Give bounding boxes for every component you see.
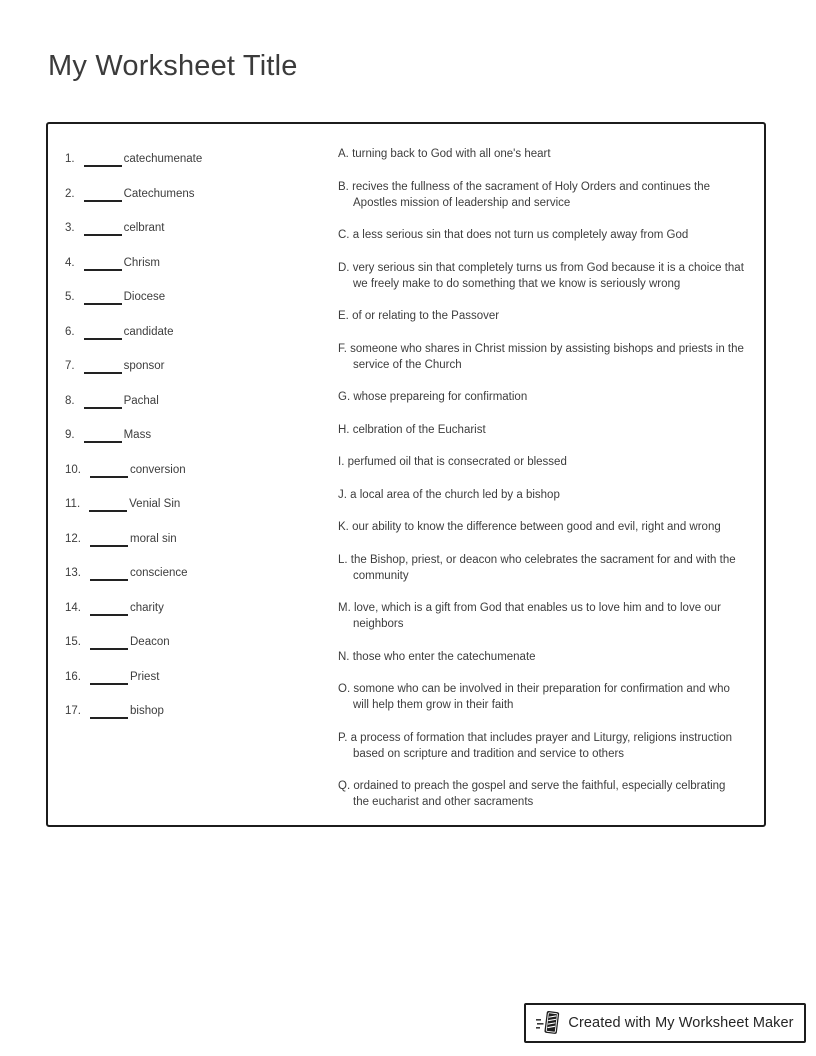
term-row xyxy=(65,425,338,445)
term-row xyxy=(65,253,338,273)
term-label: Chrism xyxy=(123,256,161,269)
answer-blank[interactable] xyxy=(84,224,122,236)
answer-blank[interactable] xyxy=(90,707,128,719)
definition-row xyxy=(338,552,744,584)
definition-row xyxy=(338,341,744,373)
definition-text: very serious sin that completely turns us from God because it is a choice that we freely make to do something that we know is seriously wrong xyxy=(352,261,744,290)
answer-blank[interactable] xyxy=(84,190,122,202)
term-row xyxy=(65,218,338,238)
definition-row xyxy=(338,260,744,292)
term-number: 9. xyxy=(65,429,75,441)
definition-text: love, which is a gift from God that enables us to love him and to love our neighbors xyxy=(353,602,721,630)
definition-text: recives the fullness of the sacrament of Holy Orders and continues the Apostles mission of leadership and service xyxy=(352,180,711,209)
term-row xyxy=(65,322,338,342)
term-number: 16. xyxy=(65,670,81,683)
term-number: 11. xyxy=(65,498,81,510)
answer-blank[interactable] xyxy=(84,362,122,374)
worksheet-box xyxy=(46,122,766,827)
term-label: celbrant xyxy=(123,222,165,234)
term-number: 5. xyxy=(65,291,75,303)
definition-letter: A. xyxy=(338,148,349,160)
term-row xyxy=(65,184,338,204)
definition-letter: F. xyxy=(338,342,347,355)
definition-text: celbration of the Eucharist xyxy=(352,423,486,436)
definition-row xyxy=(338,454,744,470)
answer-blank[interactable] xyxy=(90,535,128,547)
definition-letter: Q. xyxy=(338,780,351,792)
definition-text: perfumed oil that is consecrated or blessed xyxy=(347,456,567,468)
term-row xyxy=(65,701,338,721)
answer-blank[interactable] xyxy=(84,397,122,409)
term-label: conscience xyxy=(130,567,188,579)
definition-text: turning back to God with all one's heart xyxy=(352,148,551,160)
definition-row xyxy=(338,600,744,632)
term-number: 2. xyxy=(65,187,75,200)
definition-letter: O. xyxy=(338,683,351,695)
term-row xyxy=(65,460,338,480)
term-number: 1. xyxy=(65,153,75,165)
definition-text: somone who can be involved in their preparation for confirmation and who will help them grow in their faith xyxy=(353,683,730,711)
worksheet-maker-logo-icon xyxy=(536,1010,560,1036)
term-row xyxy=(65,149,338,169)
answer-blank[interactable] xyxy=(90,466,128,478)
answer-blank[interactable] xyxy=(90,638,128,650)
term-number: 12. xyxy=(65,532,81,545)
term-row xyxy=(65,563,338,583)
definition-letter: H. xyxy=(338,423,350,436)
term-label: Venial Sin xyxy=(129,498,181,510)
term-label: candidate xyxy=(123,325,174,338)
answer-blank[interactable] xyxy=(84,259,122,271)
definition-letter: J. xyxy=(338,488,347,501)
term-row xyxy=(65,356,338,376)
term-label: charity xyxy=(130,601,164,614)
definition-letter: B. xyxy=(338,180,349,193)
term-row xyxy=(65,391,338,411)
page-title: My Worksheet Title xyxy=(48,50,298,82)
definition-letter: L. xyxy=(338,553,348,566)
definition-row xyxy=(338,422,744,438)
answer-blank[interactable] xyxy=(90,604,128,616)
definition-row xyxy=(338,487,744,503)
definition-letter: D. xyxy=(338,261,350,274)
term-label: catechumenate xyxy=(123,153,203,165)
answer-blank[interactable] xyxy=(89,500,127,512)
answer-blank[interactable] xyxy=(84,293,122,305)
footer-badge[interactable] xyxy=(524,1003,806,1043)
term-label: Diocese xyxy=(123,291,166,303)
definition-text: our ability to know the difference between good and evil, right and wrong xyxy=(352,521,721,533)
answer-blank[interactable] xyxy=(90,569,128,581)
term-row xyxy=(65,494,338,514)
term-number: 3. xyxy=(65,222,75,234)
definition-text: a local area of the church led by a bishop xyxy=(350,488,560,501)
definition-letter: C. xyxy=(338,229,350,241)
term-label: Mass xyxy=(123,429,152,441)
term-label: Deacon xyxy=(130,636,170,648)
definition-row xyxy=(338,179,744,211)
definition-letter: I. xyxy=(338,456,345,468)
term-number: 14. xyxy=(65,601,81,614)
term-number: 10. xyxy=(65,463,81,476)
term-label: moral sin xyxy=(130,532,177,545)
definition-row xyxy=(338,730,744,762)
definition-text: ordained to preach the gospel and serve the faithful, especially celbrating the eucharist and other sacraments xyxy=(353,780,726,808)
term-label: Priest xyxy=(130,670,160,683)
term-number: 8. xyxy=(65,394,75,407)
term-number: 17. xyxy=(65,705,81,717)
footer-text: Created with My Worksheet Maker xyxy=(568,1015,794,1031)
answer-blank[interactable] xyxy=(84,328,122,340)
term-label: conversion xyxy=(130,463,186,476)
term-row xyxy=(65,667,338,687)
term-number: 6. xyxy=(65,325,75,338)
term-row xyxy=(65,598,338,618)
definition-row xyxy=(338,519,744,535)
definition-text: whose prepareing for confirmation xyxy=(353,391,528,403)
definition-row xyxy=(338,308,744,324)
definitions-column xyxy=(338,146,748,815)
definition-letter: G. xyxy=(338,391,351,403)
answer-blank[interactable] xyxy=(84,155,122,167)
definition-text: a less serious sin that does not turn us completely away from God xyxy=(352,229,689,241)
definition-letter: M. xyxy=(338,602,351,614)
definition-row xyxy=(338,649,744,665)
term-label: Pachal xyxy=(123,394,159,407)
definition-row xyxy=(338,389,744,405)
term-row xyxy=(65,529,338,549)
term-label: bishop xyxy=(130,705,164,717)
definition-text: someone who shares in Christ mission by assisting bishops and priests in the service of the Church xyxy=(350,342,744,371)
term-label: sponsor xyxy=(123,360,165,372)
definition-text: those who enter the catechumenate xyxy=(352,650,536,663)
definition-letter: K. xyxy=(338,521,349,533)
definition-text: of or relating to the Passover xyxy=(352,310,500,322)
definition-row xyxy=(338,227,744,243)
definition-letter: E. xyxy=(338,310,349,322)
term-number: 7. xyxy=(65,360,75,372)
term-number: 15. xyxy=(65,636,81,648)
terms-column xyxy=(65,146,338,815)
term-number: 4. xyxy=(65,256,75,269)
definition-letter: N. xyxy=(338,650,350,663)
term-label: Catechumens xyxy=(123,187,195,200)
definition-row xyxy=(338,681,744,713)
term-row xyxy=(65,287,338,307)
definition-text: a process of formation that includes prayer and Liturgy, religions instruction based on scripture and tradition and service to others xyxy=(350,731,732,760)
term-number: 13. xyxy=(65,567,81,579)
definition-letter: P. xyxy=(338,731,348,744)
answer-blank[interactable] xyxy=(84,431,122,443)
term-row xyxy=(65,632,338,652)
answer-blank[interactable] xyxy=(90,673,128,685)
definition-text: the Bishop, priest, or deacon who celebrates the sacrament for and with the community xyxy=(350,553,736,582)
definition-row xyxy=(338,146,744,162)
definition-row xyxy=(338,778,744,810)
